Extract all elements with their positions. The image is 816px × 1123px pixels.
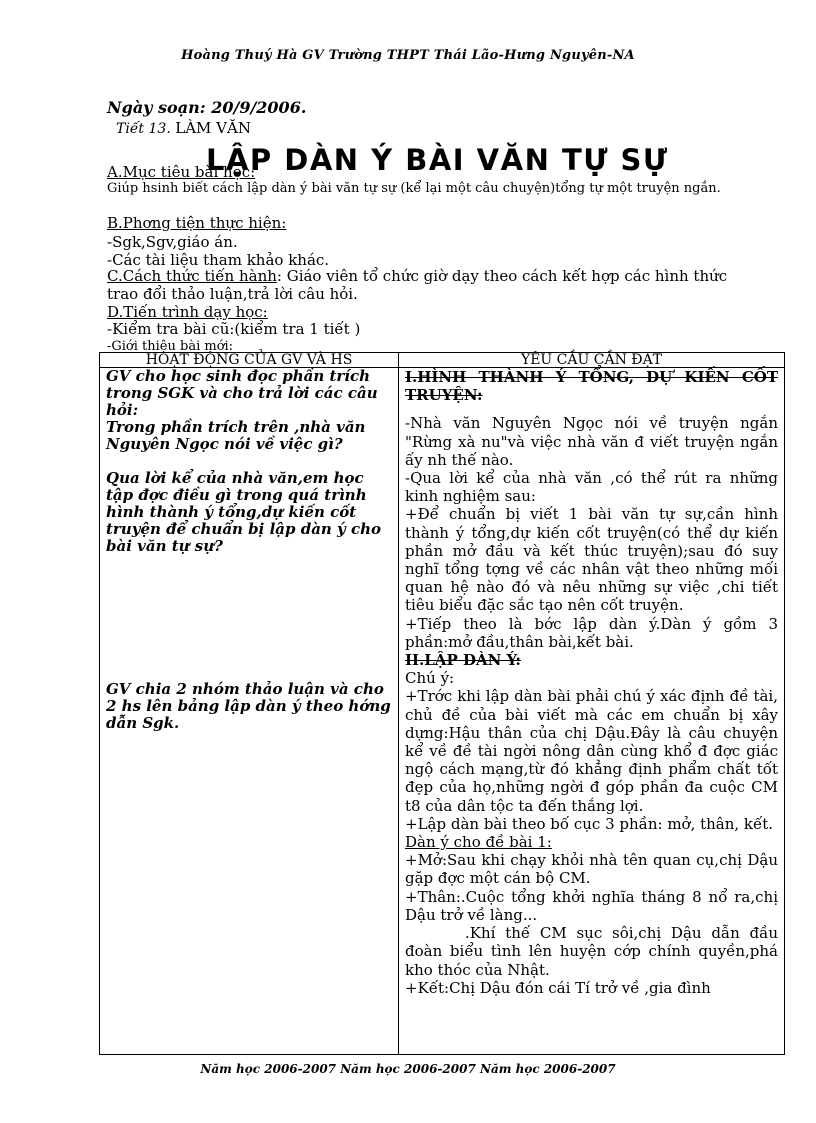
outline-subheading: Dàn ý cho đề bài 1: <box>405 833 552 852</box>
lesson-plan-table <box>99 352 785 1055</box>
activities-cell <box>100 368 399 1055</box>
requirement-text: .Khí thế CM sục sôi,chị Dậu dẫn đầu đoàn biểu tình lên huyện cớp chính quyền,phá kho thóc của Nhật. <box>405 924 778 979</box>
section-a-text: Giúp hsinh biết cách lập dàn ý bài văn tự sự (kể lại một câu chuyện)tổng tự một truyện ngắn. <box>107 181 721 196</box>
section-c-text: : Giáo viên tổ chức giờ dạy theo cách kết hợp các hình thức trao đổi thảo luận,trả lời câu hỏi. <box>107 267 728 303</box>
requirement-text: +Để chuẩn bị viết 1 bài văn tự sự,cần hình thành ý tổng,dự kiến cốt truyện(có thể dự kiến phần mở đầu và kết thúc truyện);sau đó suy nghĩ tổng tợng về các nhân vật theo những mối quan hệ nào đó và nêu những sự việc ,chi tiết tiêu biểu đặc sắc tạo nên cốt truyện. <box>405 505 778 615</box>
section-b-item: -Các tài liệu tham khảo khác. <box>107 251 330 269</box>
lesson-period: Tiết 13. <box>116 121 171 137</box>
lesson-subject: LÀM VĂN <box>175 119 251 137</box>
section-c-heading: C.Cách thức tiến hành <box>107 267 277 285</box>
page-header: Hoàng Thuý Hà GV Trường THPT Thái Lão-Hưng Nguyên-NA <box>181 48 635 63</box>
activity-question: Trong phần trích trên ,nhà văn Nguyên Ngọc nói về việc gì? <box>106 418 366 453</box>
lesson-line <box>116 119 251 137</box>
activity-question: GV chia 2 nhóm thảo luận và cho 2 hs lên bảng lập dàn ý theo hớng dẫn Sgk. <box>106 680 391 732</box>
column-header-activities: HOẠT ĐỘNG CỦA GV VÀ HS <box>100 353 399 368</box>
requirement-text: +Trớc khi lập dàn bài phải chú ý xác định đề tài, chủ đề của bài viết mà các em chuẩn bị xây dựng:Hậu thân của chị Dậu.Đây là câu chuyện kể về đề tài ngời nông dân cùng khổ đ đợc giác ngộ cách mạng,từ đó khẳng định phẩm chất tốt đẹp của họ,những ngời đ góp phần đa cuộc CM t8 của dân tộc ta đến thắng lợi. <box>405 687 778 815</box>
requirement-text: -Nhà văn Nguyên Ngọc nói về truyện ngắn "Rừng xà nu"và việc nhà văn đ viết truyện ngắn ấy nh thế nào. <box>405 414 778 469</box>
requirement-text: +Thân:.Cuộc tổng khởi nghĩa tháng 8 nổ ra,chị Dậu trở về làng... <box>405 887 778 924</box>
requirement-text: +Mở:Sau khi chạy khỏi nhà tên quan cụ,chị Dậu gặp đợc một cán bộ CM. <box>405 851 778 888</box>
requirement-text: +Kết:Chị Dậu đón cái Tí trở về ,gia đình <box>405 978 711 997</box>
requirement-text: +Lập dàn bài theo bố cục 3 phần: mở, thân, kết. <box>405 814 774 833</box>
requirements-cell <box>399 368 785 1055</box>
preparation-date: Ngày soạn: 20/9/2006. <box>107 98 307 117</box>
requirement-note: Chú ý: <box>405 669 455 688</box>
section-d-heading: D.Tiến trình dạy học: <box>107 303 268 321</box>
lesson-title: LẬP DÀN Ý BÀI VĂN TỰ SỰ <box>206 143 669 177</box>
activity-question: Qua lời kể của nhà văn,em học tập đợc điều gì trong quá trình hình thành ý tổng,dự kiến cốt truyện để chuẩn bị lập dàn ý cho bài văn tự sự? <box>106 469 382 555</box>
section-b-heading: B.Phơng tiện thực hiện: <box>107 214 287 232</box>
page-footer: Năm học 2006-2007 Năm học 2006-2007 Năm học 2006-2007 <box>200 1062 616 1076</box>
section-b-item: -Sgk,Sgv,giáo án. <box>107 233 238 251</box>
requirement-text: -Qua lời kể của nhà văn ,có thể rút ra những kinh nghiệm sau: <box>405 469 778 506</box>
section-a-heading: A.Mục tiêu bài học: <box>107 163 256 181</box>
section-d-item: -Kiểm tra bài cũ:(kiểm tra 1 tiết ) <box>107 320 361 338</box>
column-header-requirements: YÊU CẦU CẦN ĐẠT <box>399 353 785 368</box>
activity-question: GV cho học sinh đọc phần trích trong SGK và cho trả lời các câu hỏi: <box>106 367 378 419</box>
section-d-item: -Giới thiệu bài mới: <box>107 339 234 354</box>
section-heading: I.HÌNH THÀNH Ý TỔNG, DỰ KIẾN CỐT TRUYỆN: <box>405 368 778 405</box>
section-heading: II.LẬP DÀN Ý: <box>405 651 521 670</box>
requirement-text: +Tiếp theo là bớc lập dàn ý.Dàn ý gồm 3 phần:mở đầu,thân bài,kết bài. <box>405 614 778 651</box>
section-c <box>107 267 757 303</box>
